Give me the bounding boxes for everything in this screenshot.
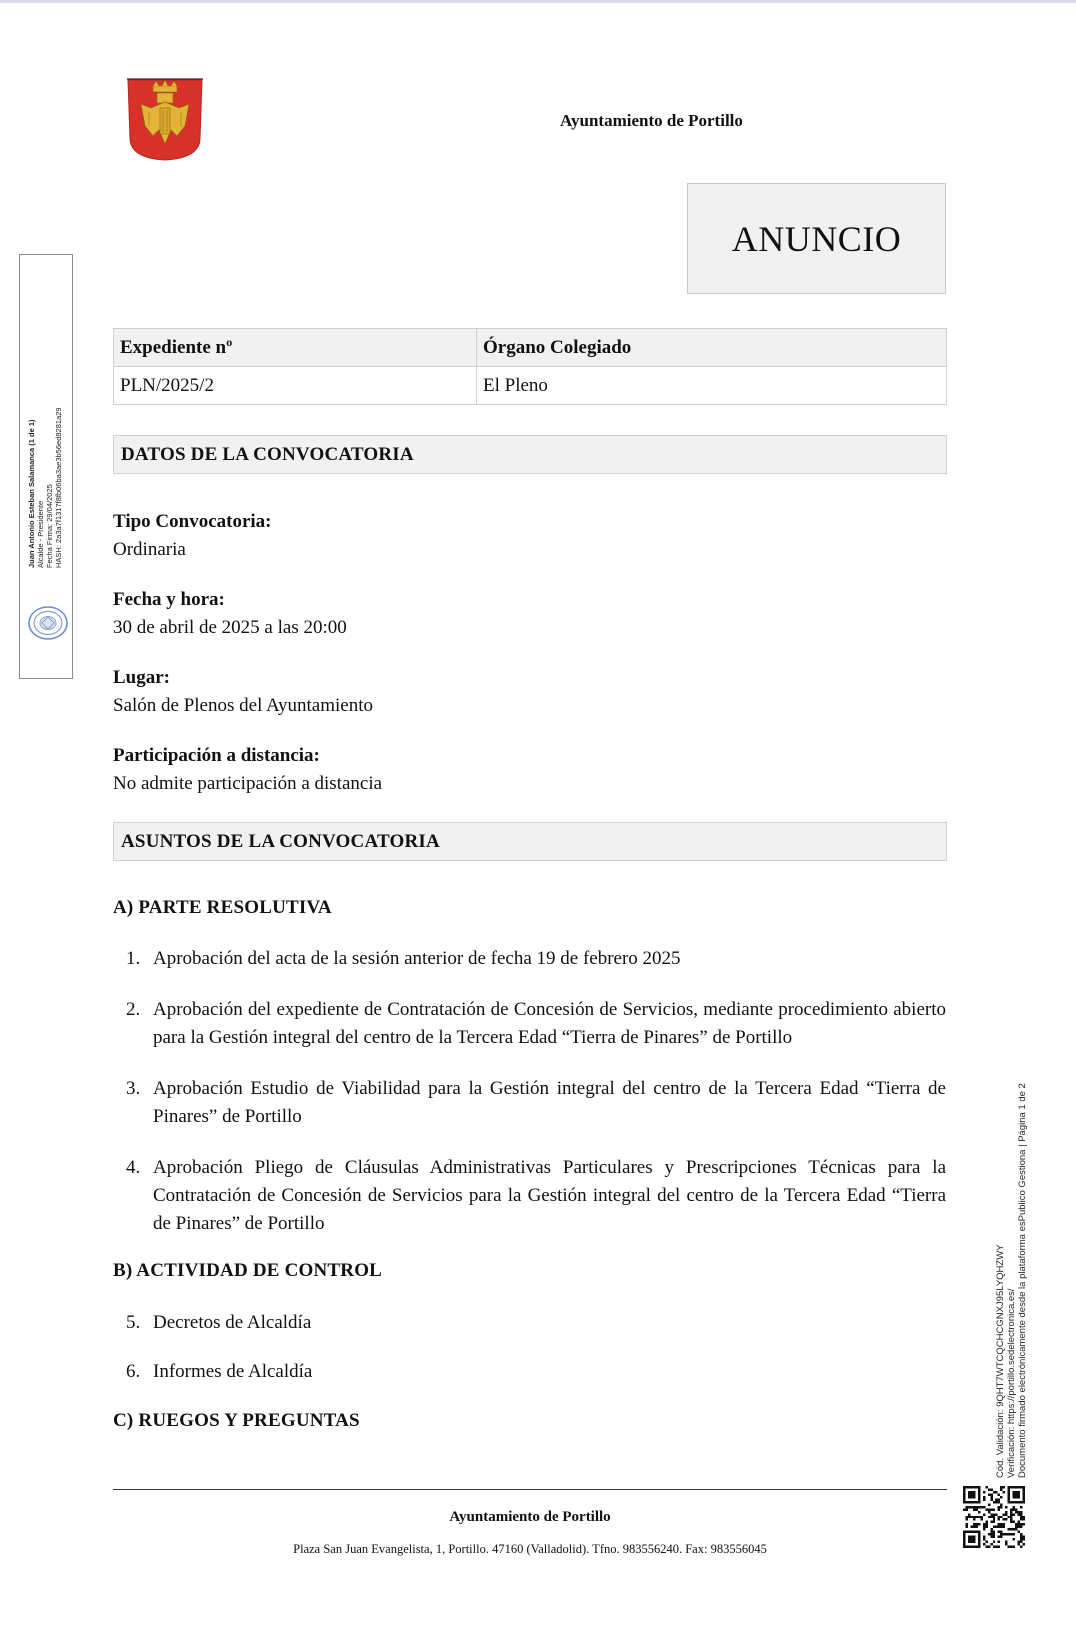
footer-divider	[113, 1489, 947, 1490]
verification-text	[995, 1083, 1028, 1478]
header-organization: Ayuntamiento de Portillo	[560, 111, 743, 130]
field-participacion	[113, 742, 382, 798]
part-b-title: B) ACTIVIDAD DE CONTROL	[113, 1260, 383, 1281]
table-row	[114, 367, 947, 405]
field-tipo-convocatoria	[113, 508, 272, 564]
field-fecha-hora	[113, 586, 347, 642]
signature-text	[27, 407, 63, 568]
notice-title-box	[687, 183, 946, 294]
signer-role: Alcalde - Presidente	[36, 500, 45, 568]
item-text: Decretos de Alcaldía	[153, 1312, 312, 1333]
item-number: 2.	[126, 999, 141, 1020]
field-label: Tipo Convocatoria:	[113, 511, 272, 532]
part-a-title: A) PARTE RESOLUTIVA	[113, 897, 332, 918]
notice-title: ANUNCIO	[731, 218, 902, 259]
item-number: 6.	[126, 1361, 141, 1382]
field-lugar	[113, 664, 373, 720]
signer-name: Juan Antonio Esteban Salamanca (1 de 1)	[27, 419, 36, 568]
signature-platform-note: Documento firmado electrónicamente desde la plataforma esPublico Gestiona | Página 1 de 2	[1017, 1083, 1028, 1478]
item-number: 4.	[126, 1157, 141, 1178]
field-value: Ordinaria	[113, 539, 186, 560]
top-border	[0, 0, 1076, 3]
field-label: Participación a distancia:	[113, 745, 320, 766]
item-number: 5.	[126, 1312, 141, 1333]
collegiate-body-header: Órgano Colegiado	[477, 329, 947, 367]
footer-address: Plaza San Juan Evangelista, 1, Portillo. 47160 (Valladolid). Tfno. 983556240. Fax: 983556045	[293, 1542, 767, 1556]
part-c-title: C) RUEGOS Y PREGUNTAS	[113, 1410, 360, 1431]
list-item	[126, 1309, 946, 1337]
item-number: 3.	[126, 1078, 141, 1099]
field-value: 30 de abril de 2025 a las 20:00	[113, 617, 347, 638]
item-text: Aprobación Pliego de Cláusulas Administrativas Particulares y Prescripciones Técnicas para la Contratación de Concesión de Servicios para la Gestión integral del centro de la Tercera Edad “Tierra de Pinares” de Portillo	[153, 1157, 946, 1234]
item-text: Aprobación Estudio de Viabilidad para la Gestión integral del centro de la Tercera Edad “Tierra de Pinares” de Portillo	[153, 1078, 946, 1127]
list-item	[126, 1358, 946, 1386]
table-header-row	[114, 329, 947, 367]
case-info-table	[113, 328, 947, 405]
field-value: Salón de Plenos del Ayuntamiento	[113, 695, 374, 716]
list-item	[126, 945, 946, 973]
field-value: No admite participación a distancia	[113, 773, 383, 794]
field-label: Lugar:	[113, 667, 170, 688]
qr-code-icon	[963, 1486, 1025, 1548]
asuntos-section-header: ASUNTOS DE LA CONVOCATORIA	[113, 822, 947, 861]
case-number-header: Expediente nº	[114, 329, 477, 367]
item-text: Informes de Alcaldía	[153, 1361, 313, 1382]
list-item	[126, 1154, 946, 1238]
validation-code: Cód. Validación: 9QHT7WTCQCHCGNXJ95LYQHZWY	[995, 1244, 1006, 1478]
item-text: Aprobación del expediente de Contratación de Concesión de Servicios, mediante procedimiento abierto para la Gestión integral del centro de la Tercera Edad “Tierra de Pinares” de Portillo	[153, 999, 946, 1048]
verification-url: Verificación: https://portillo.sedelectronica.es/	[1006, 1288, 1017, 1478]
list-item	[126, 1075, 946, 1131]
datos-section-header: DATOS DE LA CONVOCATORIA	[113, 435, 947, 474]
official-seal-icon	[28, 605, 68, 641]
signature-hash: HASH: 2a3a7f1317f8fb06ba3ae3b56ed8281a29	[54, 407, 63, 568]
footer-organization: Ayuntamiento de Portillo	[449, 1509, 611, 1525]
item-number: 1.	[126, 948, 141, 969]
signature-date: Fecha Firma: 29/04/2025	[45, 484, 54, 568]
item-text: Aprobación del acta de la sesión anterior de fecha 19 de febrero 2025	[153, 948, 681, 969]
case-number-value: PLN/2025/2	[114, 367, 477, 405]
coat-of-arms-logo	[127, 78, 203, 162]
list-item	[126, 996, 946, 1052]
field-label: Fecha y hora:	[113, 589, 225, 610]
collegiate-body-value: El Pleno	[477, 367, 947, 405]
